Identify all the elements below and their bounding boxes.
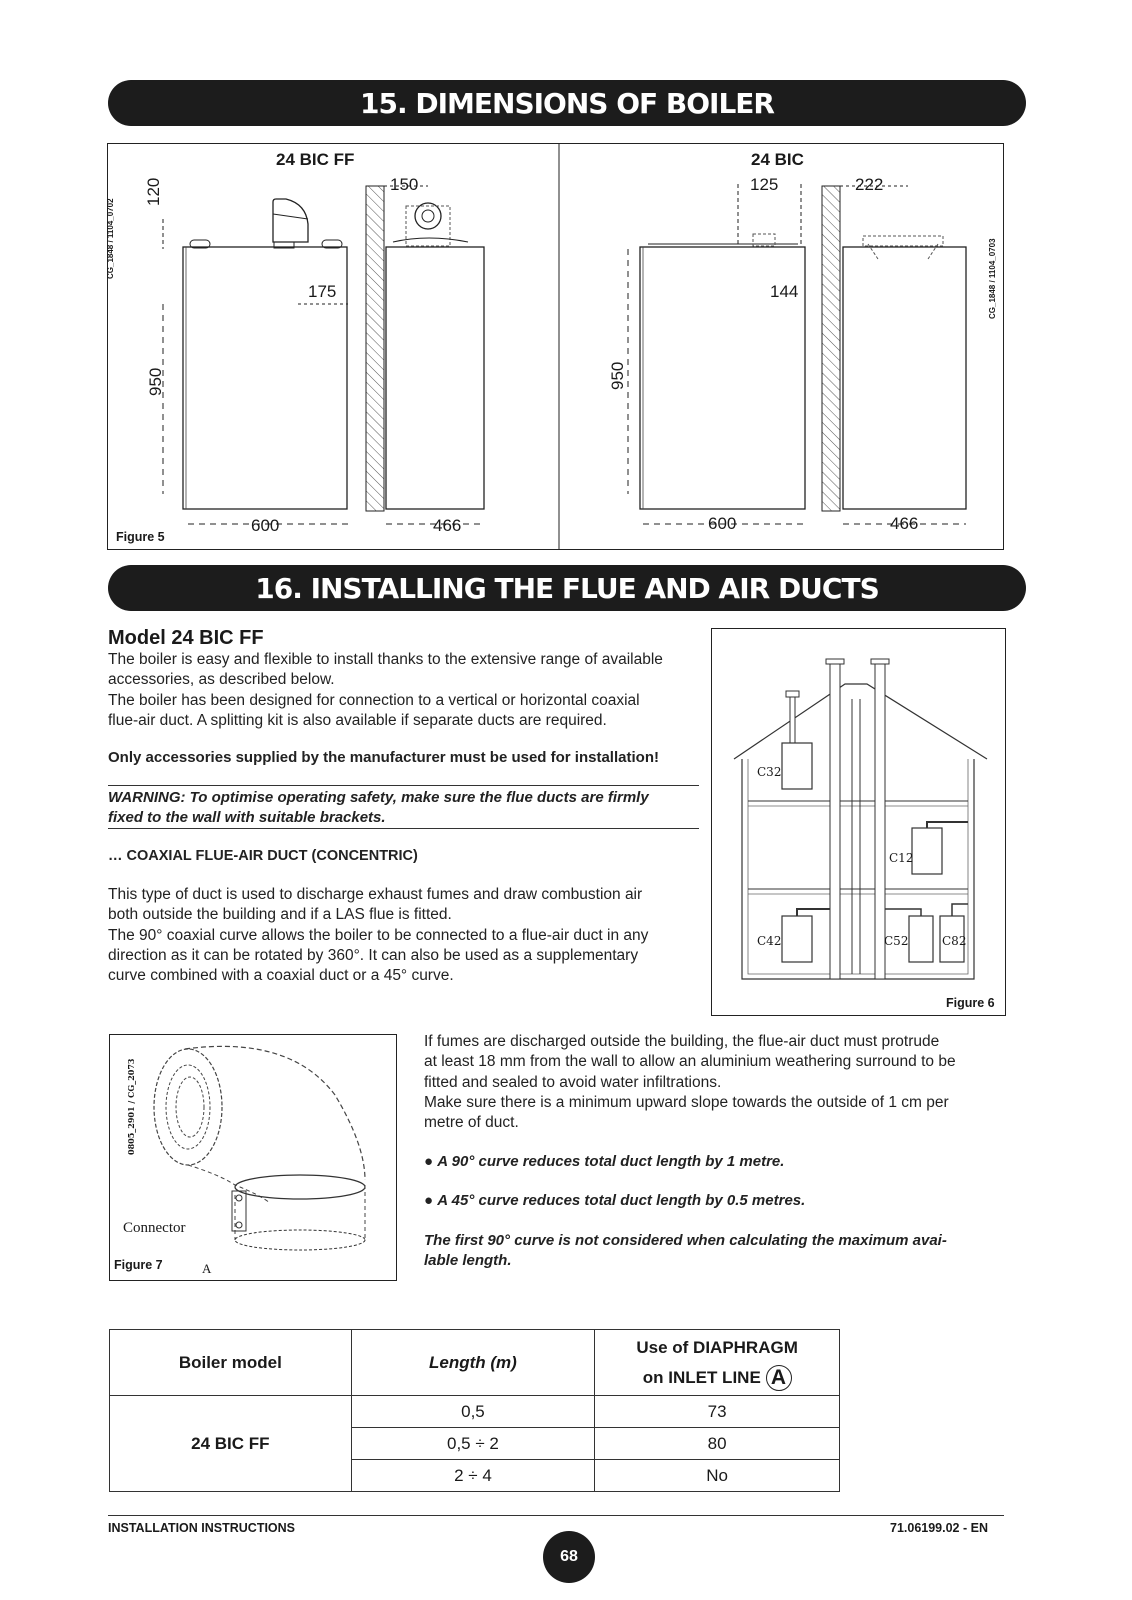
fumes-line: at least 18 mm from the wall to allow an aluminium weathering surround to be [424,1053,956,1071]
coaxial-line: This type of duct is used to discharge exhaust fumes and draw combustion air [108,886,643,903]
table-header-row [110,1330,840,1396]
bullet-dot: ● [424,1153,438,1170]
dim-466-left: 466 [433,516,462,535]
coaxial-line: both outside the building and if a LAS flue is fitted. [108,906,452,924]
dim-120: 120 [144,177,163,206]
label-c82: C82 [942,934,967,948]
cell-model: 24 BIC FF [110,1396,352,1492]
dim-222: 222 [855,175,884,194]
bullet-dot: ● [424,1192,438,1209]
fumes-line: fitted and sealed to avoid water infiltrations. [424,1073,722,1091]
fumes-paragraph [424,1032,1008,1133]
section-16-title: 16. INSTALLING THE FLUE AND AIR DUCTS [108,565,1026,611]
cell-diaphragm: No [595,1460,840,1492]
model-heading: Model 24 BIC FF [108,627,264,649]
coaxial-paragraph [108,885,703,986]
header-diaphragm-line1: Use of DIAPHRAGM [636,1337,798,1357]
figure-7-label: Figure 7 [114,1258,163,1272]
cell-length: 0,5 [351,1396,595,1428]
header-length: Length (m) [351,1330,595,1396]
figure-6-house-drawing [712,629,1005,1015]
bullet-text: A 90° curve reduces total duct length by 1 metre. [437,1153,785,1170]
dim-950-left: 950 [146,367,165,396]
header-diaphragm [595,1330,840,1396]
note-line: lable length. [424,1252,512,1270]
dim-600-left: 600 [251,516,280,535]
cell-length: 2 ÷ 4 [351,1460,595,1492]
left-figure-code: CG_1848 / 1104_0702 [106,198,115,279]
dim-466-right: 466 [890,514,919,533]
label-c12: C12 [889,851,914,865]
figure-7-frame [109,1034,397,1281]
coaxial-heading: … COAXIAL FLUE-AIR DUCT (CONCENTRIC) [108,848,418,864]
dim-150: 150 [390,175,419,194]
inlet-a-symbol: A [766,1365,792,1391]
accessories-note: Only accessories supplied by the manufacturer must be used for installation! [108,749,659,766]
coaxial-line: The 90° coaxial curve allows the boiler to be connected to a flue-air duct in any [108,926,649,944]
cell-length: 0,5 ÷ 2 [351,1428,595,1460]
header-boiler-model: Boiler model [110,1330,352,1396]
first-curve-note [424,1231,1014,1272]
footer-rule [108,1515,1004,1516]
warning-line: fixed to the wall with suitable brackets. [108,809,386,827]
bullet-90-curve [424,1152,784,1172]
page-number: 68 [543,1531,595,1583]
coaxial-line: curve combined with a coaxial duct or a 45° curve. [108,967,454,985]
label-c32: C32 [757,765,782,779]
figure-6-label: Figure 6 [946,996,995,1010]
warning-text [108,788,703,829]
footer-left-text: INSTALLATION INSTRUCTIONS [108,1521,296,1535]
a-label: A [202,1261,212,1276]
fumes-line: If fumes are discharged outside the building, the flue-air duct must protrude [424,1033,940,1050]
note-line: The first 90° curve is not considered when calculating the maximum avai- [424,1232,947,1249]
table-row [110,1396,840,1428]
left-model-label: 24 BIC FF [276,150,355,169]
intro-line: The boiler has been designed for connection to a vertical or horizontal coaxial [108,691,640,709]
bullet-text: A 45° curve reduces total duct length by 0.5 metres. [437,1192,806,1209]
fumes-line: Make sure there is a minimum upward slope towards the outside of 1 cm per [424,1093,949,1111]
dim-144: 144 [770,282,799,301]
bullet-45-curve [424,1191,805,1211]
fumes-line: metre of duct. [424,1114,519,1132]
figure-5-label: Figure 5 [116,530,165,544]
intro-paragraph [108,650,698,731]
figure-7-code: 0805_2901 / CG_2073 [126,1058,136,1155]
dim-600-right: 600 [708,514,737,533]
footer-right-text: 71.06199.02 - EN [890,1521,988,1535]
dim-175: 175 [308,282,337,301]
intro-line: accessories, as described below. [108,671,335,689]
right-model-label: 24 BIC [751,150,804,169]
figure-5-frame [107,143,1004,550]
connector-label: Connector [123,1220,186,1236]
intro-line: The boiler is easy and flexible to install thanks to the extensive range of available [108,651,663,668]
warning-top-rule [108,785,699,786]
warning-bottom-rule [108,828,699,829]
cell-diaphragm: 80 [595,1428,840,1460]
right-figure-code: CG_1848 / 1104_0703 [988,238,997,319]
dim-950-right: 950 [608,361,627,390]
figure-6-frame [711,628,1006,1016]
header-diaphragm-line2: on INLET LINE A [595,1363,839,1393]
figure-5-drawing [108,144,1003,549]
coaxial-line: direction as it can be rotated by 360°. It can also be used as a supplementary [108,946,639,964]
warning-line: WARNING: To optimise operating safety, make sure the flue ducts are firmly [108,789,649,806]
figure-7-curve-drawing [110,1035,396,1280]
intro-line: flue-air duct. A splitting kit is also available if separate ducts are required. [108,711,607,729]
diaphragm-table [109,1329,840,1492]
dim-125: 125 [750,175,779,194]
label-c42: C42 [757,934,782,948]
label-c52: C52 [884,934,909,948]
cell-diaphragm: 73 [595,1396,840,1428]
section-15-title: 15. DIMENSIONS OF BOILER [108,80,1026,126]
